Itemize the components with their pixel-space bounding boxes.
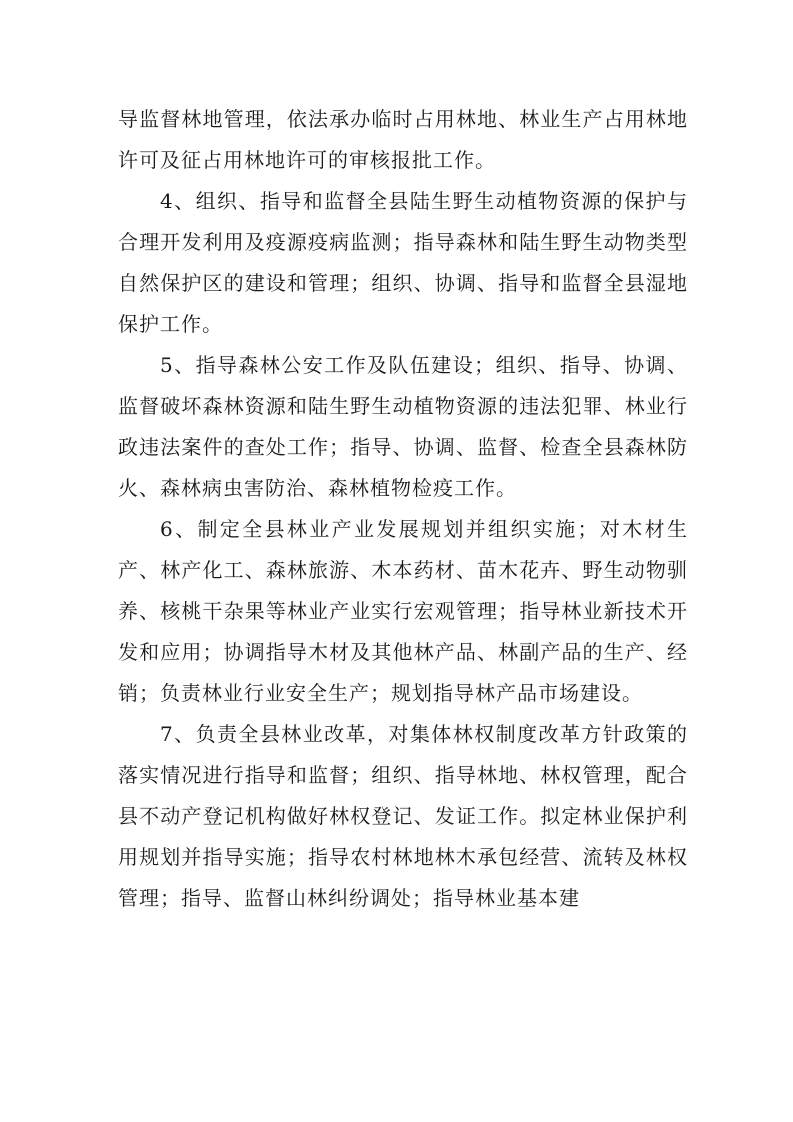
paragraph-continuation: 导监督林地管理，依法承办临时占用林地、林业生产占用林地许可及征占用林地许可的审核报批工作。 <box>118 107 688 172</box>
document-body <box>118 99 688 919</box>
paragraph-item-7: 7、负责全县林业改革，对集体林权制度改革方针政策的落实情况进行指导和监督；组织、指导林地、林权管理，配合县不动产登记机构做好林权登记、发证工作。拟定林业保护利用规划并指导实施；指导农村林地林木承包经营、流转及林权管理；指导、监督山林纠纷调处；指导林业基本建 <box>118 722 688 910</box>
paragraph-item-6: 6、制定全县林业产业发展规划并组织实施；对木材生产、林产化工、森林旅游、木本药材、苗木花卉、野生动物驯养、核桃干杂果等林业产业实行宏观管理；指导林业新技术开发和应用；协调指导木材及其他林产品、林副产品的生产、经销；负责林业行业安全生产；规划指导林产品市场建设。 <box>118 517 688 705</box>
paragraph-item-5: 5、指导森林公安工作及队伍建设；组织、指导、协调、监督破坏森林资源和陆生野生动植物资源的违法犯罪、林业行政违法案件的查处工作；指导、协调、监督、检查全县森林防火、森林病虫害防治、森林植物检疫工作。 <box>118 353 688 500</box>
paragraph-item-4: 4、组织、指导和监督全县陆生野生动植物资源的保护与合理开发利用及疫源疫病监测；指导森林和陆生野生动物类型自然保护区的建设和管理；组织、协调、指导和监督全县湿地保护工作。 <box>118 189 688 336</box>
